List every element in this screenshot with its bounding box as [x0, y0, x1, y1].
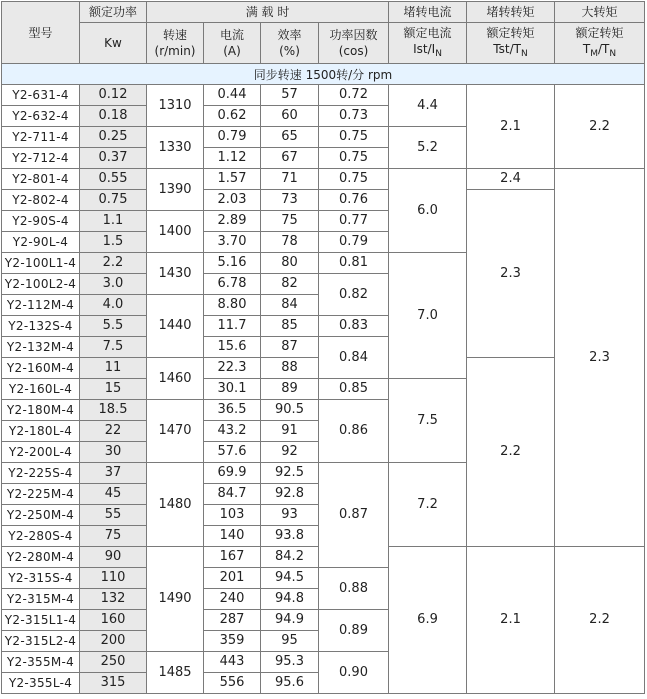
current-cell: 11.7 [204, 316, 261, 337]
tst-merged-cell: 2.1 [467, 547, 555, 694]
power-factor-cell: 0.76 [319, 190, 389, 211]
full-load-header: 满 载 时 [147, 2, 389, 23]
current-cell: 556 [204, 673, 261, 694]
model-cell: Y2-355L-4 [2, 673, 80, 694]
speed-merged-cell: 1460 [147, 358, 204, 400]
tm-merged-cell: 2.2 [555, 85, 645, 169]
current-cell: 43.2 [204, 421, 261, 442]
current-cell: 359 [204, 631, 261, 652]
pf-merged-cell: 0.86 [319, 400, 389, 463]
current-cell: 3.70 [204, 232, 261, 253]
current-cell: 0.44 [204, 85, 261, 106]
efficiency-cell: 95.6 [261, 673, 319, 694]
current-cell: 0.62 [204, 106, 261, 127]
speed-merged-cell: 1440 [147, 295, 204, 358]
speed-merged-cell: 1390 [147, 169, 204, 211]
power-factor-cell: 0.75 [319, 127, 389, 148]
speed-header: 转速 (r/min) [147, 23, 204, 64]
power-cell: 2.2 [80, 253, 147, 274]
efficiency-cell: 89 [261, 379, 319, 400]
ist-merged-cell: 6.9 [389, 547, 467, 694]
power-cell: 45 [80, 484, 147, 505]
tm-merged-cell: 2.3 [555, 169, 645, 547]
pf-merged-cell: 0.84 [319, 337, 389, 379]
model-cell: Y2-225M-4 [2, 484, 80, 505]
speed-merged-cell: 1430 [147, 253, 204, 295]
power-cell: 22 [80, 421, 147, 442]
locked-current-ratio-header: 额定电流 Ist/$I_N$ [389, 23, 467, 64]
current-cell: 240 [204, 589, 261, 610]
current-cell: 1.57 [204, 169, 261, 190]
model-cell: Y2-100L1-4 [2, 253, 80, 274]
model-cell: Y2-802-4 [2, 190, 80, 211]
pf-merged-cell: 0.88 [319, 568, 389, 610]
current-cell: 15.6 [204, 337, 261, 358]
efficiency-cell: 92.8 [261, 484, 319, 505]
current-header: 电流 (A) [204, 23, 261, 64]
current-cell: 6.78 [204, 274, 261, 295]
model-cell: Y2-315S-4 [2, 568, 80, 589]
power-cell: 160 [80, 610, 147, 631]
model-cell: Y2-355M-4 [2, 652, 80, 673]
power-cell: 0.75 [80, 190, 147, 211]
model-cell: Y2-160M-4 [2, 358, 80, 379]
sync-speed-banner: 同步转速 1500转/分 rpm [2, 64, 645, 85]
power-factor-header: 功率因数 (cos) [319, 23, 389, 64]
pf-merged-cell: 0.82 [319, 274, 389, 316]
power-cell: 110 [80, 568, 147, 589]
model-cell: Y2-132S-4 [2, 316, 80, 337]
model-cell: Y2-632-4 [2, 106, 80, 127]
table-row [2, 190, 645, 211]
power-cell: 200 [80, 631, 147, 652]
power-cell: 18.5 [80, 400, 147, 421]
tst-merged-cell: 2.2 [467, 358, 555, 547]
current-cell: 22.3 [204, 358, 261, 379]
model-cell: Y2-711-4 [2, 127, 80, 148]
efficiency-cell: 67 [261, 148, 319, 169]
model-cell: Y2-180M-4 [2, 400, 80, 421]
speed-merged-cell: 1310 [147, 85, 204, 127]
power-cell: 90 [80, 547, 147, 568]
current-cell: 57.6 [204, 442, 261, 463]
efficiency-cell: 82 [261, 274, 319, 295]
power-factor-cell: 0.77 [319, 211, 389, 232]
power-header: 额定功率 [80, 2, 147, 23]
model-cell: Y2-801-4 [2, 169, 80, 190]
ist-merged-cell: 5.2 [389, 127, 467, 169]
model-cell: Y2-315L2-4 [2, 631, 80, 652]
locked-torque-ratio-header: 额定转矩 Tst/$T_N$ [467, 23, 555, 64]
current-cell: 0.79 [204, 127, 261, 148]
model-header: 型号 [2, 2, 80, 64]
max-torque-ratio-header: 额定转矩 $T_M/T_N$ [555, 23, 645, 64]
current-cell: 167 [204, 547, 261, 568]
efficiency-cell: 88 [261, 358, 319, 379]
power-factor-cell: 0.85 [319, 379, 389, 400]
power-factor-cell: 0.79 [319, 232, 389, 253]
speed-merged-cell: 1400 [147, 211, 204, 253]
model-cell: Y2-100L2-4 [2, 274, 80, 295]
power-cell: 37 [80, 463, 147, 484]
current-cell: 287 [204, 610, 261, 631]
power-cell: 0.25 [80, 127, 147, 148]
power-cell: 15 [80, 379, 147, 400]
efficiency-cell: 92 [261, 442, 319, 463]
model-cell: Y2-315L1-4 [2, 610, 80, 631]
speed-merged-cell: 1480 [147, 463, 204, 547]
power-factor-cell: 0.72 [319, 85, 389, 106]
efficiency-cell: 87 [261, 337, 319, 358]
speed-merged-cell: 1490 [147, 547, 204, 652]
power-factor-cell: 0.73 [319, 106, 389, 127]
tm-merged-cell: 2.2 [555, 547, 645, 694]
model-cell: Y2-90L-4 [2, 232, 80, 253]
efficiency-cell: 75 [261, 211, 319, 232]
power-factor-cell: 0.75 [319, 148, 389, 169]
tst-merged-cell: 2.1 [467, 85, 555, 169]
pf-merged-cell: 0.90 [319, 652, 389, 694]
efficiency-cell: 93.8 [261, 526, 319, 547]
current-cell: 1.12 [204, 148, 261, 169]
efficiency-cell: 91 [261, 421, 319, 442]
current-cell: 69.9 [204, 463, 261, 484]
current-cell: 140 [204, 526, 261, 547]
power-cell: 3.0 [80, 274, 147, 295]
efficiency-cell: 92.5 [261, 463, 319, 484]
model-cell: Y2-631-4 [2, 85, 80, 106]
model-cell: Y2-712-4 [2, 148, 80, 169]
power-cell: 250 [80, 652, 147, 673]
power-factor-cell: 0.81 [319, 253, 389, 274]
power-cell: 1.5 [80, 232, 147, 253]
efficiency-cell: 71 [261, 169, 319, 190]
efficiency-cell: 95 [261, 631, 319, 652]
motor-spec-table [1, 1, 645, 694]
power-cell: 0.18 [80, 106, 147, 127]
current-cell: 30.1 [204, 379, 261, 400]
model-cell: Y2-180L-4 [2, 421, 80, 442]
model-cell: Y2-200L-4 [2, 442, 80, 463]
current-cell: 5.16 [204, 253, 261, 274]
power-cell: 75 [80, 526, 147, 547]
locked-torque-header: 堵转转矩 [467, 2, 555, 23]
model-cell: Y2-280S-4 [2, 526, 80, 547]
locked-current-header: 堵转电流 [389, 2, 467, 23]
power-cell: 0.55 [80, 169, 147, 190]
tst-merged-cell: 2.4 [467, 169, 555, 190]
efficiency-cell: 85 [261, 316, 319, 337]
power-cell: 315 [80, 673, 147, 694]
table-row [2, 169, 645, 190]
efficiency-cell: 57 [261, 85, 319, 106]
power-cell: 0.37 [80, 148, 147, 169]
power-factor-cell: 0.75 [319, 169, 389, 190]
model-cell: Y2-160L-4 [2, 379, 80, 400]
efficiency-header: 效率 (%) [261, 23, 319, 64]
efficiency-cell: 73 [261, 190, 319, 211]
power-factor-cell: 0.83 [319, 316, 389, 337]
current-cell: 36.5 [204, 400, 261, 421]
efficiency-cell: 94.8 [261, 589, 319, 610]
current-cell: 201 [204, 568, 261, 589]
power-cell: 1.1 [80, 211, 147, 232]
model-cell: Y2-250M-4 [2, 505, 80, 526]
pf-merged-cell: 0.89 [319, 610, 389, 652]
current-cell: 2.89 [204, 211, 261, 232]
efficiency-cell: 95.3 [261, 652, 319, 673]
model-cell: Y2-112M-4 [2, 295, 80, 316]
max-torque-header: 大转矩 [555, 2, 645, 23]
efficiency-cell: 94.9 [261, 610, 319, 631]
current-cell: 103 [204, 505, 261, 526]
pf-merged-cell: 0.87 [319, 463, 389, 568]
efficiency-cell: 90.5 [261, 400, 319, 421]
power-cell: 7.5 [80, 337, 147, 358]
power-cell: 30 [80, 442, 147, 463]
current-cell: 84.7 [204, 484, 261, 505]
efficiency-cell: 94.5 [261, 568, 319, 589]
efficiency-cell: 78 [261, 232, 319, 253]
ist-merged-cell: 4.4 [389, 85, 467, 127]
current-cell: 8.80 [204, 295, 261, 316]
efficiency-cell: 84 [261, 295, 319, 316]
ist-merged-cell: 7.2 [389, 463, 467, 547]
current-cell: 443 [204, 652, 261, 673]
power-unit-header: Kw [80, 23, 147, 64]
model-cell: Y2-280M-4 [2, 547, 80, 568]
efficiency-cell: 60 [261, 106, 319, 127]
model-cell: Y2-315M-4 [2, 589, 80, 610]
ist-merged-cell: 6.0 [389, 169, 467, 253]
efficiency-cell: 84.2 [261, 547, 319, 568]
speed-merged-cell: 1485 [147, 652, 204, 694]
ist-merged-cell: 7.5 [389, 379, 467, 463]
power-cell: 4.0 [80, 295, 147, 316]
speed-merged-cell: 1330 [147, 127, 204, 169]
ist-merged-cell: 7.0 [389, 253, 467, 379]
speed-merged-cell: 1470 [147, 400, 204, 463]
tst-merged-cell: 2.3 [467, 190, 555, 358]
power-cell: 0.12 [80, 85, 147, 106]
model-cell: Y2-225S-4 [2, 463, 80, 484]
model-cell: Y2-132M-4 [2, 337, 80, 358]
power-cell: 55 [80, 505, 147, 526]
power-cell: 11 [80, 358, 147, 379]
efficiency-cell: 65 [261, 127, 319, 148]
efficiency-cell: 93 [261, 505, 319, 526]
current-cell: 2.03 [204, 190, 261, 211]
model-cell: Y2-90S-4 [2, 211, 80, 232]
power-cell: 5.5 [80, 316, 147, 337]
table-row [2, 85, 645, 106]
power-cell: 132 [80, 589, 147, 610]
efficiency-cell: 80 [261, 253, 319, 274]
